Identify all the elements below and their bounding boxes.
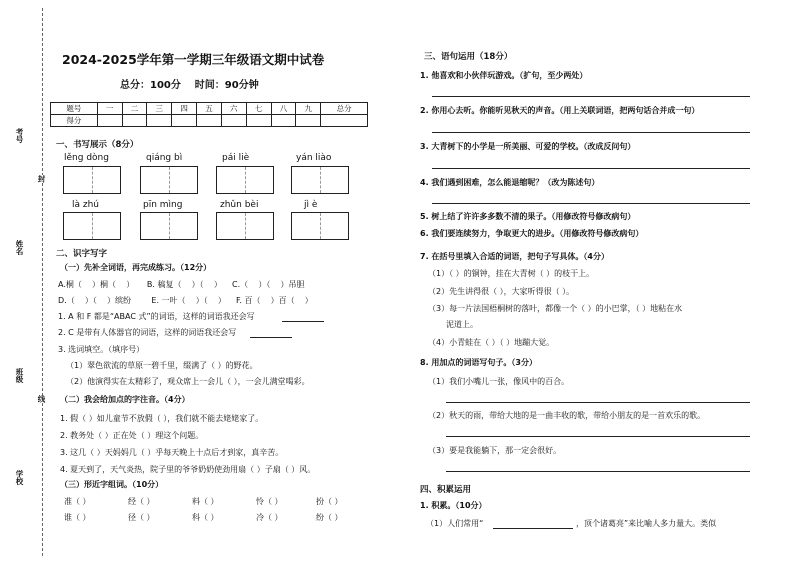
side-label-banji: 班级 <box>15 368 24 383</box>
score-header-cell: 题号 <box>51 103 98 115</box>
answer-line[interactable] <box>493 528 573 529</box>
accumulation-heading: 1. 积累。（10分） <box>420 501 487 510</box>
accumulation-q1-end: ，顶个诸葛亮”来比喻人多力量大。类似 <box>576 519 717 528</box>
score-cell[interactable] <box>97 115 122 127</box>
answer-line[interactable] <box>432 96 750 97</box>
question-2-1: 1. A 和 F 都是“ABAC 式”的词语，这样的词语我还会写 <box>58 312 255 321</box>
similar-char-item[interactable]: 谁（ ） <box>64 513 91 522</box>
question-2-3-2[interactable]: （2）他演得实在太精彩了，观众席上一会儿（ ），一会儿满堂喝彩。 <box>66 377 310 386</box>
score-header-cell: 三 <box>147 103 172 115</box>
section-2-heading: 二、识字写字 <box>56 249 108 259</box>
exam-subtitle: 总分：100分 时间：90分钟 <box>120 80 259 91</box>
score-cell[interactable] <box>246 115 271 127</box>
score-cell[interactable] <box>271 115 296 127</box>
sentence-q2: 2. 你用心去听。你能听见秋天的声音。（用上关联词语，把两句话合并成一句） <box>420 106 700 115</box>
phonetic-question-1[interactable]: 1. 假（ ）如儿童节不放假（ ），我们就不能去姥姥家了。 <box>60 414 264 423</box>
answer-line[interactable] <box>432 203 750 204</box>
writing-box[interactable] <box>140 166 198 194</box>
sentence-q4: 4. 我们遇到困难，怎么能退缩呢？（改为陈述句） <box>420 178 600 187</box>
score-header-cell: 四 <box>172 103 197 115</box>
question-2-2: 2. C 是带有人体器官的词语，这样的词语我还会写 <box>58 328 237 337</box>
side-label-xuexiao: 学校 <box>15 470 24 485</box>
score-cell[interactable] <box>197 115 222 127</box>
exam-title: 2024-2025学年第一学期三年级语文期中试卷 <box>62 52 325 67</box>
sentence-q5: 5. 树上结了许许多多数不清的果子。（用修改符号修改病句） <box>420 212 636 221</box>
pinyin-label: lěng dòng <box>64 153 109 163</box>
sentence-q8: 8. 用加点的词语写句子。（3分） <box>420 358 537 367</box>
section-2-2-heading: （二）我会给加点的字注音。（4分） <box>60 395 190 404</box>
fill-words-row-1[interactable]: A.桐（ ）桐（ ） B. 稿复（ ）（ ） C.（ ）（ ）吊胆 <box>58 280 305 289</box>
similar-char-item[interactable]: 径（ ） <box>128 513 155 522</box>
pinyin-label: pīn mìng <box>143 200 183 210</box>
question-2-3: 3. 选词填空。（填序号） <box>58 345 145 354</box>
section-2-1-heading: （一）先补全词语，再完成练习。（12分） <box>60 263 212 272</box>
phonetic-question-2[interactable]: 2. 教务处（ ）正在处（ ）理这个问题。 <box>60 431 204 440</box>
score-cell[interactable] <box>321 115 368 127</box>
side-label-kaohao: 考号 <box>15 128 24 143</box>
side-label-xingming: 姓名 <box>15 240 24 255</box>
sentence-q7-2[interactable]: （2）先生讲得很（ ），大家听得很（ ）。 <box>428 287 575 296</box>
score-table-score-row <box>51 115 368 127</box>
score-cell[interactable] <box>122 115 147 127</box>
pinyin-label: là zhú <box>72 200 100 210</box>
score-header-cell: 二 <box>122 103 147 115</box>
similar-char-item[interactable]: 科（ ） <box>192 513 219 522</box>
answer-line[interactable] <box>432 168 750 169</box>
section-3-heading: 三、语句运用（18分） <box>424 52 513 62</box>
sentence-q7-1[interactable]: （1）（ ）的铜钟，挂在大青树（ ）的枝干上。 <box>428 269 595 278</box>
score-cell[interactable] <box>147 115 172 127</box>
sentence-q7-3b: 泥道上。 <box>446 320 478 329</box>
pinyin-label: jì è <box>304 200 318 210</box>
score-table <box>50 102 368 127</box>
sentence-q7-3a[interactable]: （3）每一片法国梧桐树的落叶，都像一个（ ）的小巴掌，（ ）地粘在水 <box>428 304 683 313</box>
writing-box[interactable] <box>140 212 198 240</box>
writing-box[interactable] <box>63 166 121 194</box>
section-1-heading: 一、书写展示（8分） <box>56 140 139 150</box>
side-label-xian: 线 <box>37 395 46 403</box>
binding-line <box>42 8 43 556</box>
similar-char-item[interactable]: 怜（ ） <box>256 497 283 506</box>
answer-line[interactable] <box>446 436 750 437</box>
similar-char-item[interactable]: 准（ ） <box>64 497 91 506</box>
answer-line[interactable] <box>446 402 750 403</box>
score-header-cell: 六 <box>221 103 246 115</box>
answer-line[interactable] <box>250 337 292 338</box>
answer-line[interactable] <box>432 132 750 133</box>
score-header-cell: 八 <box>271 103 296 115</box>
writing-box[interactable] <box>291 212 349 240</box>
writing-box[interactable] <box>216 166 274 194</box>
pinyin-label: qiáng bì <box>146 153 183 163</box>
section-2-3-heading: （三）形近字组词。（10分） <box>60 480 164 489</box>
writing-box[interactable] <box>291 166 349 194</box>
pinyin-label: yán liào <box>296 153 332 163</box>
score-row-label: 得分 <box>51 115 98 127</box>
phonetic-question-4[interactable]: 4. 夏天到了，天气炎热，院子里的爷爷奶奶使劲用扇（ ）子扇（ ）风。 <box>60 465 316 474</box>
sentence-q3: 3. 大青树下的小学是一所美丽、可爱的学校。（改成反问句） <box>420 142 636 151</box>
fill-words-row-2[interactable]: D.（ ）（ ）缤纷 E. 一叶（ ）（ ） F. 百（ ）百（ ） <box>58 296 313 305</box>
phonetic-question-3[interactable]: 3. 这几（ ）天妈妈几（ ）乎每天晚上十点后才到家，真辛苦。 <box>60 448 284 457</box>
sentence-q7-4[interactable]: （4）小青蛙在（ ）（ ）地蹦大觉。 <box>428 338 555 347</box>
sentence-q8-2: （2）秋天的雨，带给大地的是一曲丰收的歌，带给小朋友的是一首欢乐的歌。 <box>428 411 706 420</box>
sentence-q8-3: （3）要是我能躺下，那一定会很好。 <box>428 446 562 455</box>
section-4-heading: 四、积累运用 <box>420 485 472 495</box>
similar-char-item[interactable]: 经（ ） <box>128 497 155 506</box>
sentence-q1: 1. 他喜欢和小伙伴玩游戏。（扩句，至少两处） <box>420 71 588 80</box>
similar-char-item[interactable]: 扮（ ） <box>316 497 343 506</box>
score-cell[interactable] <box>221 115 246 127</box>
score-header-cell: 总分 <box>321 103 368 115</box>
question-2-3-1[interactable]: （1）翠色欲流的草原一碧千里，缀满了（ ）的野花。 <box>66 361 258 370</box>
similar-char-item[interactable]: 料（ ） <box>192 497 219 506</box>
score-header-cell: 一 <box>97 103 122 115</box>
answer-line[interactable] <box>446 471 750 472</box>
writing-box[interactable] <box>216 212 274 240</box>
accumulation-q1-start: （1）人们常用“ <box>426 519 484 528</box>
similar-char-item[interactable]: 纷（ ） <box>316 513 343 522</box>
sentence-q8-1: （1）我们小嘴儿一张，像风中的百合。 <box>428 377 570 386</box>
similar-char-item[interactable]: 冷（ ） <box>256 513 283 522</box>
pinyin-label: zhǔn bèi <box>220 200 259 210</box>
score-header-cell: 九 <box>296 103 321 115</box>
score-cell[interactable] <box>296 115 321 127</box>
score-cell[interactable] <box>172 115 197 127</box>
writing-box[interactable] <box>63 212 121 240</box>
sentence-q7: 7. 在括号里填入合适的词语，把句子写具体。（4分） <box>420 252 609 261</box>
score-header-cell: 五 <box>197 103 222 115</box>
side-label-feng: 封 <box>37 175 46 183</box>
pinyin-label: pái liè <box>222 153 250 163</box>
score-table-header-row <box>51 103 368 115</box>
sentence-q6: 6. 我们要连续努力，争取更大的进步。（用修改符号修改病句） <box>420 229 644 238</box>
answer-line[interactable] <box>282 321 324 322</box>
score-header-cell: 七 <box>246 103 271 115</box>
